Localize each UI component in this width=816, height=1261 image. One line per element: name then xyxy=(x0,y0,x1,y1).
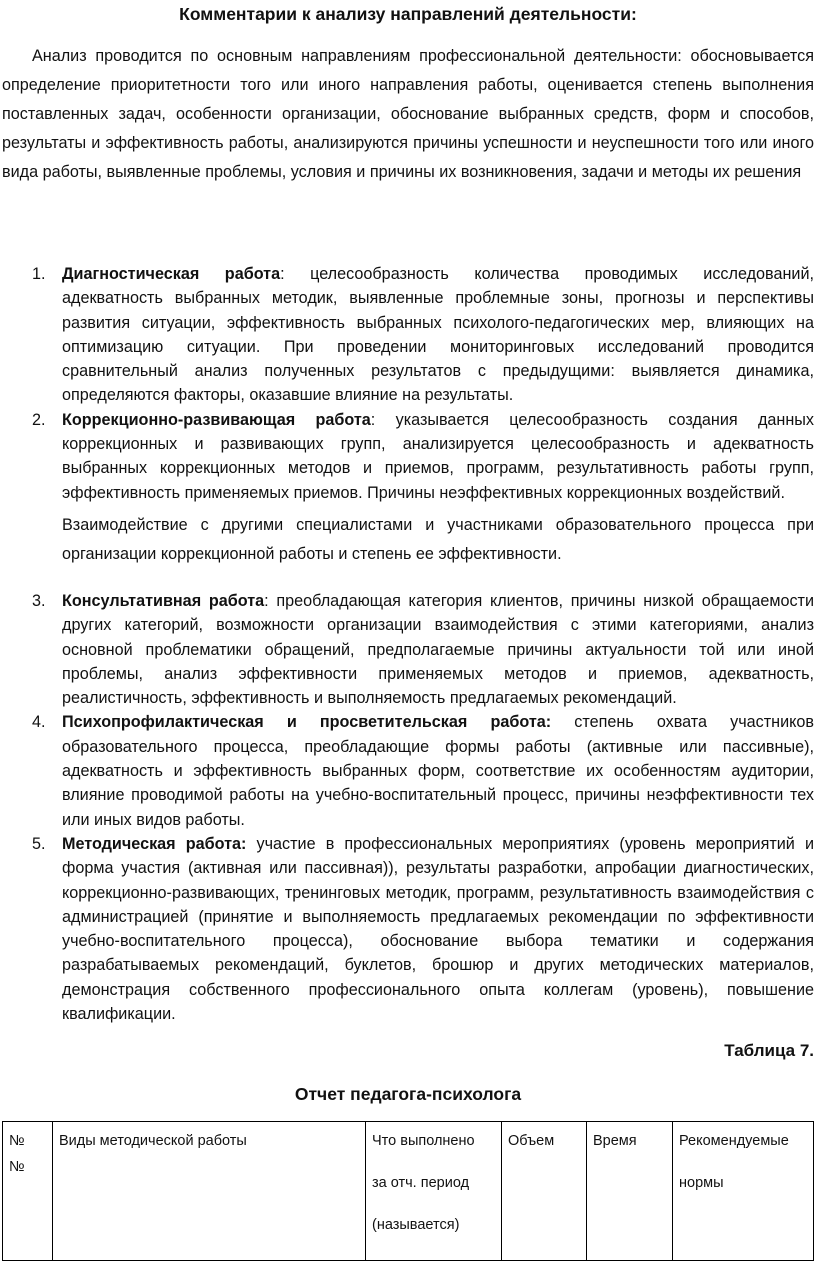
section-extra-text: Взаимодействие с другими специалистами и участниками образовательного процесса при организации коррекционной работы и степень ее эффективности. xyxy=(62,515,814,563)
list-item-number: 2. xyxy=(32,410,46,429)
header-norms-line: нормы xyxy=(679,1175,724,1191)
header-cell-time: Время xyxy=(587,1122,673,1261)
header-cell-types: Виды методической работы xyxy=(53,1122,366,1261)
header-cell-volume: Объем xyxy=(502,1122,587,1261)
sections-list xyxy=(0,262,816,1026)
list-item xyxy=(0,408,816,569)
report-title: Отчет педагога-психолога xyxy=(294,1084,522,1104)
section-separator: : xyxy=(370,410,376,429)
section-heading: Диагностическая работа xyxy=(62,265,281,283)
section-separator: : xyxy=(264,591,269,610)
header-done-line: за отч. период xyxy=(372,1175,470,1191)
list-item-number: 5. xyxy=(32,834,46,853)
header-cell-norms xyxy=(673,1122,814,1261)
header-done-line: Что выполнено xyxy=(372,1133,475,1149)
section-text: участие в профессиональных мероприятиях (уровень мероприятий и форма участия (активная или пассивная)), результаты разработки, апробации диагностических, коррекционно-развивающих, тренинговых методик, программ, результативность взаимодействия с администрацией (принятие и выполняемость предлагаемых рекомендации по эффективности учебно-воспитательного процесса), обоснование выбора тематики и содержания разрабатываемых рекомендаций, буклетов, брошюр и других методических материалов, демонстрация собственного профессионального опыта коллегам (уровень), повышение квалификации. xyxy=(62,834,814,1024)
list-item-number: 4. xyxy=(32,713,46,732)
header-cell-done xyxy=(366,1122,502,1261)
list-item xyxy=(0,710,816,831)
header-number-line: № xyxy=(9,1133,25,1149)
section-heading: Консультативная работа xyxy=(62,591,265,610)
section-text: степень охвата участников образовательного процесса, преобладающие формы работы (активные или пассивные), адекватность и эффективность выбранных форм, соответствие их особенностям аудитории, влияние проводимой работы на учебно-воспитательный процесс, причины неэффективности тех или иных видов работы. xyxy=(62,713,815,829)
list-item-number: 1. xyxy=(32,265,46,283)
section-heading: Коррекционно-развивающая работа xyxy=(62,410,371,429)
page-title: Комментарии к анализу направлений деятельности: xyxy=(179,4,637,24)
table-header-row xyxy=(3,1122,814,1261)
list-item xyxy=(0,589,816,710)
report-table xyxy=(2,1121,814,1261)
section-text: преобладающая категория клиентов, причины низкой обращаемости других категорий, возможности организации взаимодействия с этими категориями, анализ основной проблематики обращений, предполагаемые причины актуальности той или иной проблемы, анализ эффективности применяемых методов и приемов, адекватность, реалистичность, эффективность и выполняемость предлагаемых рекомендаций. xyxy=(62,591,815,708)
header-done-line: (называется) xyxy=(372,1217,460,1233)
list-item xyxy=(0,262,816,408)
table-label: Таблица 7. xyxy=(724,1041,814,1060)
header-cell-number xyxy=(3,1122,53,1261)
header-number-line: № xyxy=(9,1159,25,1175)
section-separator: : xyxy=(280,265,285,283)
header-norms-line: Рекомендуемые xyxy=(679,1133,789,1149)
section-text: указывается целесообразность создания данных коррекционных и развивающих групп, анализируется целесообразность и адекватность выбранных коррекционных методов и приемов, программ, результативность работы групп, эффективность применяемых приемов. Причины неэффективных коррекционных воздействий. xyxy=(62,410,814,502)
section-heading: Методическая работа: xyxy=(62,834,247,853)
list-item xyxy=(0,832,816,1026)
intro-paragraph: Анализ проводится по основным направлениям профессиональной деятельности: обосновывается определение приоритетности того или иного направления работы, оценивается степень выполнения поставленных задач, особенности организации, обоснование выбранных средств, форм и способов, результаты и эффективность работы, анализируются причины успешности и неуспешности того или иного вида работы, выявленные проблемы, условия и причины их возникновения, задачи и методы их решения xyxy=(2,47,814,181)
list-item-number: 3. xyxy=(32,591,46,610)
section-text: целесообразность количества проводимых исследований, адекватность выбранных методик, выявленные проблемные зоны, прогнозы и перспективы развития ситуации, эффективность выбранных психолого-педагогических мер, влияющих на оптимизацию ситуации. При проведении мониторинговых исследований проводится сравнительный анализ полученных результатов с предыдущими: выявляется динамика, определяются факторы, оказавшие влияние на результаты. xyxy=(62,265,814,405)
section-heading: Психопрофилактическая и просветительская работа: xyxy=(62,713,552,732)
